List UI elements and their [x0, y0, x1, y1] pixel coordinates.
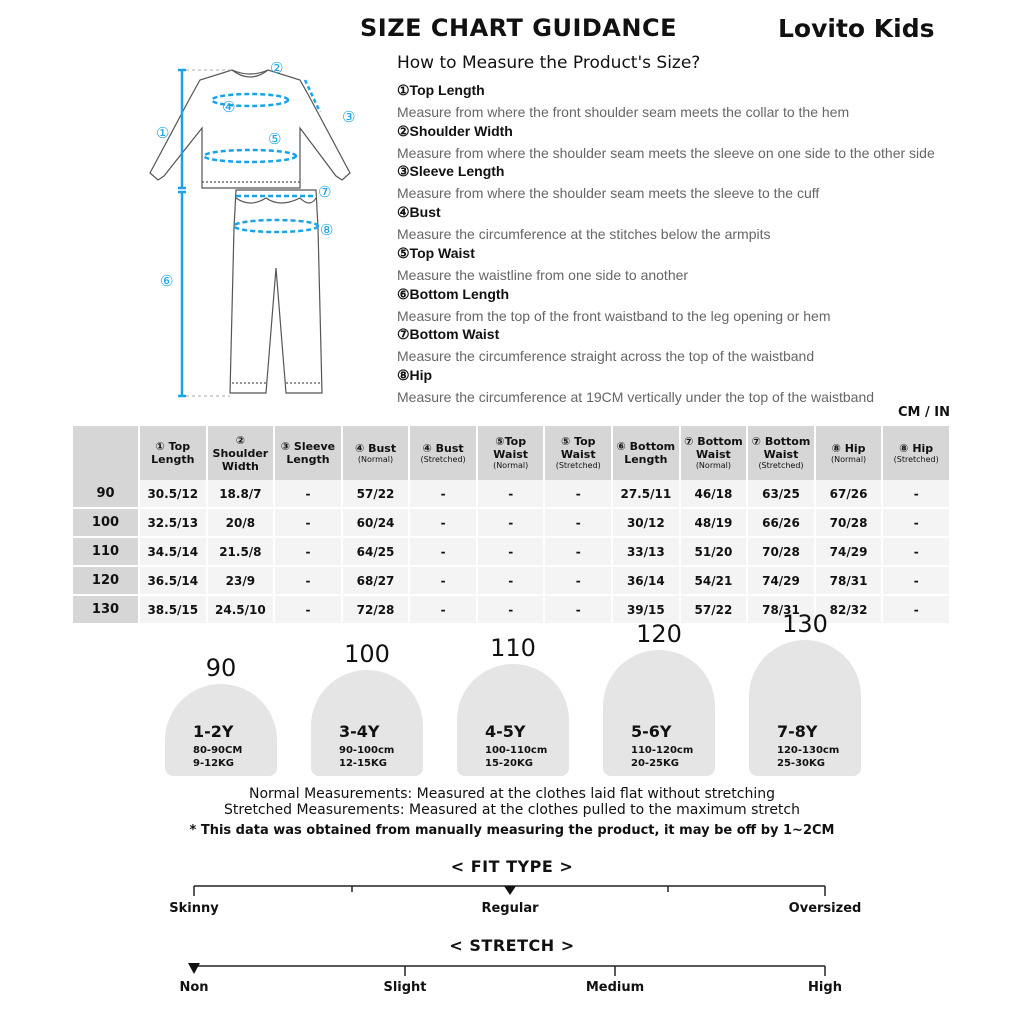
- table-cell: -: [275, 596, 343, 625]
- column-header-label: ⑤ Top Waist: [560, 435, 596, 461]
- measure-desc: Measure from where the shoulder seam meets the sleeve to the cuff: [397, 185, 820, 202]
- table-cell: -: [478, 480, 546, 509]
- marker-3: ③: [342, 108, 356, 126]
- table-cell: 27.5/11: [613, 480, 681, 509]
- table-header-row: [73, 426, 951, 480]
- measure-title: ③Sleeve Length: [397, 163, 505, 180]
- measure-item: [397, 326, 814, 364]
- kid-weight: 9-12KG: [193, 758, 234, 769]
- kid-age: 5-6Y: [631, 722, 672, 741]
- row-size-label: 90: [73, 480, 140, 509]
- table-cell: 46/18: [681, 480, 749, 509]
- header-corner: [73, 426, 140, 480]
- column-header: [140, 426, 208, 480]
- table-cell: 36.5/14: [140, 567, 208, 596]
- row-size-label: 120: [73, 567, 140, 596]
- column-header-label: ③ Sleeve Length: [280, 440, 336, 466]
- table-cell: 32.5/13: [140, 509, 208, 538]
- stretch-label: Non: [179, 980, 209, 995]
- measure-title: ①Top Length: [397, 82, 485, 98]
- column-header-label: ⑥ Bottom Length: [616, 440, 676, 466]
- table-cell: -: [410, 509, 478, 538]
- kid-size-number: 120: [636, 620, 682, 648]
- measure-desc: Measure from the top of the front waistband to the leg opening or hem: [397, 307, 831, 324]
- table-cell: 72/28: [343, 596, 411, 625]
- measure-desc: Measure from where the front shoulder seam meets the collar to the hem: [397, 104, 850, 120]
- fit-type-title: < FIT TYPE >: [450, 857, 574, 876]
- table-cell: 38.5/15: [140, 596, 208, 625]
- kid-height: 120-130cm: [777, 745, 840, 756]
- column-header: [681, 426, 749, 480]
- row-size-label: 130: [73, 596, 140, 625]
- table-cell: 68/27: [343, 567, 411, 596]
- table-cell: -: [478, 538, 546, 567]
- kid-age: 7-8Y: [777, 722, 818, 741]
- row-size-label: 110: [73, 538, 140, 567]
- kid-weight: 25-30KG: [777, 758, 825, 769]
- table-cell: 54/21: [681, 567, 749, 596]
- table-cell: 48/19: [681, 509, 749, 538]
- fit-type-label: Skinny: [169, 901, 219, 916]
- column-header: [275, 426, 343, 480]
- table-cell: -: [478, 596, 546, 625]
- column-header-sub: (Normal): [830, 454, 867, 464]
- measure-subtitle: How to Measure the Product's Size?: [397, 53, 701, 73]
- table-cell: -: [545, 509, 613, 538]
- column-header: [208, 426, 276, 480]
- table-cell: -: [410, 538, 478, 567]
- note-stretched: Stretched Measurements: Measured at the clothes pulled to the maximum stretch: [224, 802, 800, 818]
- table-cell: 39/15: [613, 596, 681, 625]
- table-cell: -: [883, 538, 951, 567]
- table-cell: 51/20: [681, 538, 749, 567]
- column-header-label: ④ Bust: [354, 441, 397, 455]
- kid-height: 110-120cm: [631, 745, 694, 756]
- top-garment-outline: [150, 70, 350, 188]
- table-cell: -: [545, 596, 613, 625]
- table-cell: -: [275, 567, 343, 596]
- table-cell: 60/24: [343, 509, 411, 538]
- table-cell: 67/26: [816, 480, 884, 509]
- table-cell: 21.5/8: [208, 538, 276, 567]
- measure-item: [397, 123, 935, 161]
- table-cell: -: [883, 567, 951, 596]
- table-cell: 78/31: [816, 567, 884, 596]
- marker-1: ①: [156, 124, 170, 142]
- column-header: [748, 426, 816, 480]
- size-table: [73, 426, 951, 625]
- table-cell: 20/8: [208, 509, 276, 538]
- stretch-scale: [0, 960, 1024, 980]
- stretch-label: High: [808, 980, 842, 995]
- table-cell: -: [883, 480, 951, 509]
- stretch-label: Slight: [383, 980, 427, 995]
- column-header: [816, 426, 884, 480]
- table-cell: 57/22: [681, 596, 749, 625]
- measure-desc: Measure the waistline from one side to another: [397, 266, 689, 283]
- table-cell: 82/32: [816, 596, 884, 625]
- table-cell: 18.8/7: [208, 480, 276, 509]
- column-header: [343, 426, 411, 480]
- hip-circle: [234, 220, 318, 232]
- table-cell: -: [883, 509, 951, 538]
- table-row: [73, 567, 951, 596]
- table-cell: -: [275, 538, 343, 567]
- measure-item: [397, 163, 819, 201]
- table-row: [73, 480, 951, 509]
- marker-4: ④: [222, 98, 236, 116]
- kid-height: 90-100cm: [339, 745, 395, 756]
- measure-item: [397, 286, 830, 324]
- table-cell: 78/31: [748, 596, 816, 625]
- measure-desc: Measure from where the shoulder seam meets the sleeve on one side to the other side: [397, 144, 935, 161]
- column-header-sub: (Normal): [695, 461, 731, 470]
- column-header-sub: (Stretched): [555, 461, 601, 470]
- fit-type-scale: [0, 880, 1024, 900]
- column-header-label: ⑦ Bottom Waist: [684, 435, 743, 461]
- table-cell: -: [275, 509, 343, 538]
- kid-weight: 20-25KG: [631, 758, 679, 769]
- measure-title: ④Bust: [397, 204, 441, 221]
- column-header-label: ⑧ Hip: [831, 441, 866, 455]
- column-header: [478, 426, 546, 480]
- measure-item: [397, 204, 771, 242]
- table-cell: 57/22: [343, 480, 411, 509]
- kid-height: 100-110cm: [485, 745, 548, 756]
- table-cell: 70/28: [748, 538, 816, 567]
- column-header-sub: (Normal): [357, 454, 394, 464]
- table-cell: 74/29: [748, 567, 816, 596]
- table-cell: 33/13: [613, 538, 681, 567]
- column-header: [410, 426, 478, 480]
- kid-size-number: 100: [344, 640, 390, 668]
- column-header-label: ① Top Length: [151, 440, 195, 466]
- kid-weight: 15-20KG: [485, 758, 533, 769]
- stretch-label: Medium: [585, 980, 645, 995]
- column-header-sub: (Stretched): [420, 454, 466, 464]
- table-cell: -: [478, 567, 546, 596]
- table-cell: 64/25: [343, 538, 411, 567]
- note-disclaimer: * This data was obtained from manually measuring the product, it may be off by 1~2CM: [189, 823, 835, 838]
- table-cell: -: [545, 567, 613, 596]
- column-header: [545, 426, 613, 480]
- table-cell: 24.5/10: [208, 596, 276, 625]
- measure-item: [397, 245, 688, 283]
- table-cell: 70/28: [816, 509, 884, 538]
- column-header-label: ② Shoulder Width: [212, 433, 269, 473]
- table-cell: -: [410, 567, 478, 596]
- table-cell: 36/14: [613, 567, 681, 596]
- column-header-sub: (Stretched): [758, 461, 804, 470]
- note-normal: Normal Measurements: Measured at the clothes laid flat without stretching: [249, 786, 775, 802]
- page-title: SIZE CHART GUIDANCE: [360, 14, 677, 42]
- table-cell: 23/9: [208, 567, 276, 596]
- measure-desc: Measure the circumference at the stitches below the armpits: [397, 226, 771, 243]
- table-cell: -: [883, 596, 951, 625]
- row-size-label: 100: [73, 509, 140, 538]
- table-row: [73, 509, 951, 538]
- measure-item: [397, 367, 874, 405]
- table-cell: -: [275, 480, 343, 509]
- fit-type-label: Oversized: [788, 901, 862, 916]
- garment-diagram: [150, 58, 356, 403]
- marker-8: ⑧: [320, 221, 334, 239]
- measure-title: ⑤Top Waist: [397, 244, 475, 261]
- table-cell: 34.5/14: [140, 538, 208, 567]
- fit-type-marker-icon: [504, 886, 516, 895]
- kid-height: 80-90CM: [193, 745, 243, 756]
- brand-logo: Lovito Kids: [778, 14, 935, 43]
- stretch-title: < STRETCH >: [449, 936, 575, 955]
- column-header-label: ⑧ Hip: [899, 441, 934, 455]
- kid-age: 3-4Y: [339, 722, 380, 741]
- measure-desc: Measure the circumference straight across the top of the waistband: [397, 348, 815, 365]
- measure-item: [397, 82, 849, 120]
- table-cell: -: [410, 480, 478, 509]
- column-header: [883, 426, 951, 480]
- measure-title: ⑦Bottom Waist: [397, 326, 500, 343]
- column-header-label: ⑦ Bottom Waist: [751, 435, 811, 461]
- measure-title: ⑥Bottom Length: [397, 285, 510, 302]
- marker-2: ②: [270, 59, 284, 77]
- kid-age: 4-5Y: [485, 722, 526, 741]
- kid-size-number: 90: [205, 654, 237, 682]
- kid-weight: 12-15KG: [339, 758, 387, 769]
- marker-5: ⑤: [268, 130, 282, 148]
- table-cell: -: [545, 538, 613, 567]
- table-cell: 66/26: [748, 509, 816, 538]
- table-cell: 63/25: [748, 480, 816, 509]
- marker-7: ⑦: [318, 183, 332, 201]
- marker-6: ⑥: [160, 272, 174, 290]
- table-cell: 30/12: [613, 509, 681, 538]
- table-cell: -: [478, 509, 546, 538]
- kid-size-number: 110: [490, 634, 536, 662]
- table-cell: -: [410, 596, 478, 625]
- column-header-label: ④ Bust: [422, 441, 464, 455]
- unit-label: CM / IN: [898, 405, 950, 420]
- column-header-sub: (Normal): [493, 461, 529, 470]
- measure-title: ⑧Hip: [397, 366, 433, 383]
- kid-size-number: 130: [782, 610, 828, 638]
- waist-circle: [204, 150, 296, 162]
- table-cell: 30.5/12: [140, 480, 208, 509]
- table-cell: 74/29: [816, 538, 884, 567]
- column-header-sub: (Stretched): [893, 454, 939, 464]
- column-header: [613, 426, 681, 480]
- measure-desc: Measure the circumference at 19CM vertically under the top of the waistband: [397, 388, 875, 405]
- column-header-label: ⑤Top Waist: [493, 435, 529, 461]
- kid-age: 1-2Y: [193, 722, 234, 741]
- table-row: [73, 538, 951, 567]
- measure-title: ②Shoulder Width: [397, 122, 513, 139]
- stretch-marker-icon: [188, 963, 200, 974]
- fit-type-label: Regular: [481, 901, 539, 916]
- table-cell: -: [545, 480, 613, 509]
